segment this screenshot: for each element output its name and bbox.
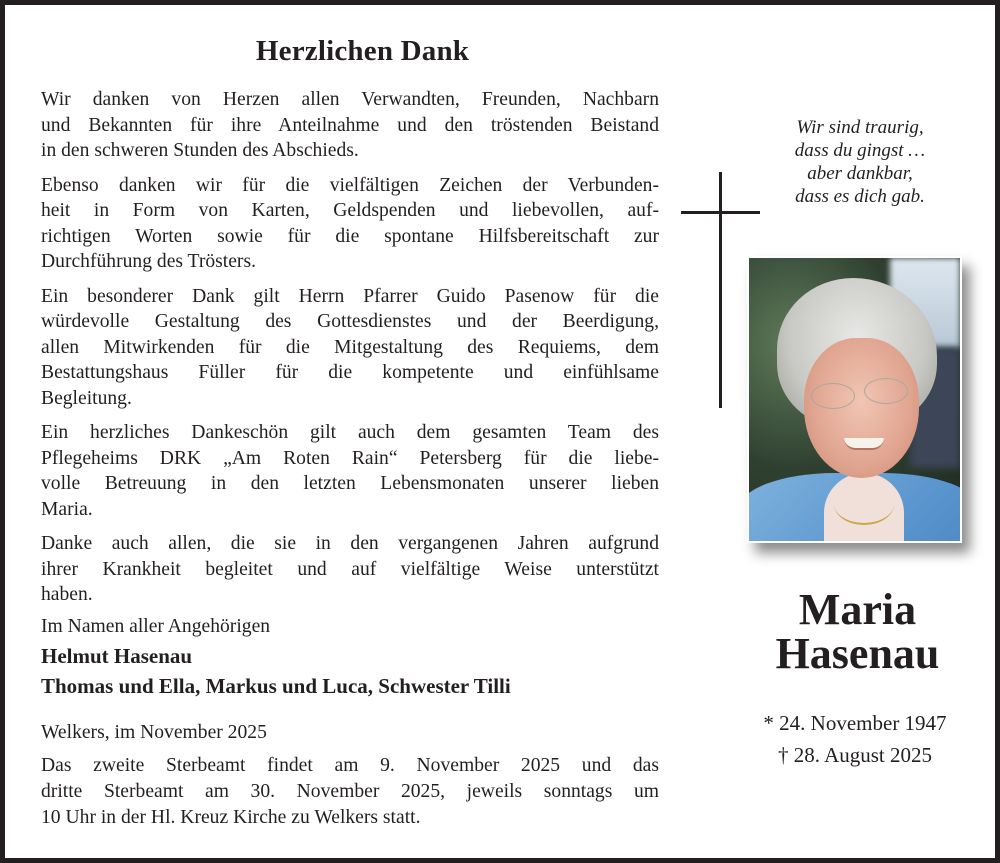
first-name: Maria: [798, 585, 917, 634]
thanks-body: [41, 87, 659, 617]
notice-title: Herzlichen Dank: [255, 35, 470, 67]
portrait-photo: [747, 256, 962, 543]
text-line: Wir danken von Herzen allen Verwandten, Freunden, Nachbarn: [41, 89, 659, 110]
signature-name: Thomas und Ella, Markus und Luca, Schwester Tilli: [41, 674, 511, 698]
text-line: Ein herzliches Dankeschön gilt auch dem gesamten Team des: [41, 422, 659, 443]
text-line: allen Mitwirkenden für die Mitgestaltung des Requiems, dem: [41, 336, 659, 358]
paragraph-2: [41, 173, 659, 275]
text-line: Begleitung.: [41, 387, 132, 409]
quote-line: aber dankbar,: [807, 163, 913, 184]
deceased-name: [735, 585, 980, 678]
cross-horizontal-bar: [681, 211, 760, 214]
text-line: in den schweren Stunden des Abschieds.: [41, 140, 359, 161]
text-line: und Bekannten für ihre Anteilnahme und den tröstenden Beistand: [41, 114, 659, 136]
text-line: würdevolle Gestaltung des Gottesdienstes und der Beerdigung,: [41, 311, 659, 332]
text-line: ihrer Krankheit begleitet und auf vielfältige Weise unterstützt: [41, 558, 659, 580]
text-line: Pflegeheims DRK „Am Roten Rain“ Petersberg für die liebe-: [41, 447, 659, 469]
text-line: Ein besonderer Dank gilt Herrn Pfarrer Guido Pasenow für die: [41, 285, 659, 307]
last-name: Hasenau: [775, 629, 940, 678]
text-line: Bestattungshaus Füller für die kompetente und einfühlsame: [41, 362, 659, 383]
quote-line: Wir sind traurig,: [796, 117, 924, 138]
text-line: richtigen Worten sowie für die spontane Hilfsbereitschaft zur: [41, 225, 659, 247]
quote-line: dass es dich gab.: [795, 186, 925, 207]
quote-line: dass du gingst …: [794, 140, 926, 161]
text-line: Ebenso danken wir für die vielfältigen Zeichen der Verbunden-: [41, 174, 659, 196]
life-dates: [725, 707, 985, 771]
text-line: 10 Uhr in der Hl. Kreuz Kirche zu Welkers statt.: [41, 807, 421, 828]
text-line: haben.: [41, 584, 93, 605]
signature-name: Helmut Hasenau: [41, 644, 193, 668]
text-line: Durchführung des Trösters.: [41, 251, 256, 272]
place-date: Welkers, im November 2025: [41, 722, 267, 743]
paragraph-4: [41, 420, 659, 522]
memorial-quote: [745, 116, 975, 208]
portrait-image: [749, 258, 960, 541]
birth-date: * 24. November 1947: [763, 711, 947, 735]
text-line: heit in Form von Karten, Geldspenden und liebevollen, auf-: [41, 200, 659, 221]
text-line: Das zweite Sterbeamt findet am 9. November 2025 und das: [41, 755, 659, 776]
service-info: [41, 753, 659, 831]
paragraph-1: [41, 87, 659, 164]
text-line: dritte Sterbeamt am 30. November 2025, jeweils sonntags um: [41, 781, 659, 802]
text-line: Maria.: [41, 498, 93, 520]
cross-vertical-bar: [719, 172, 722, 408]
signature-intro: Im Namen aller Angehörigen: [41, 616, 271, 637]
text-line: Danke auch allen, die sie in den vergangenen Jahren aufgrund: [41, 533, 659, 554]
paragraph-5: [41, 531, 659, 608]
death-date: † 28. August 2025: [777, 743, 932, 767]
paragraph-3: [41, 284, 659, 412]
text-line: volle Betreuung in den letzten Lebensmonaten unserer lieben: [41, 473, 659, 494]
signature-block: [41, 613, 511, 701]
